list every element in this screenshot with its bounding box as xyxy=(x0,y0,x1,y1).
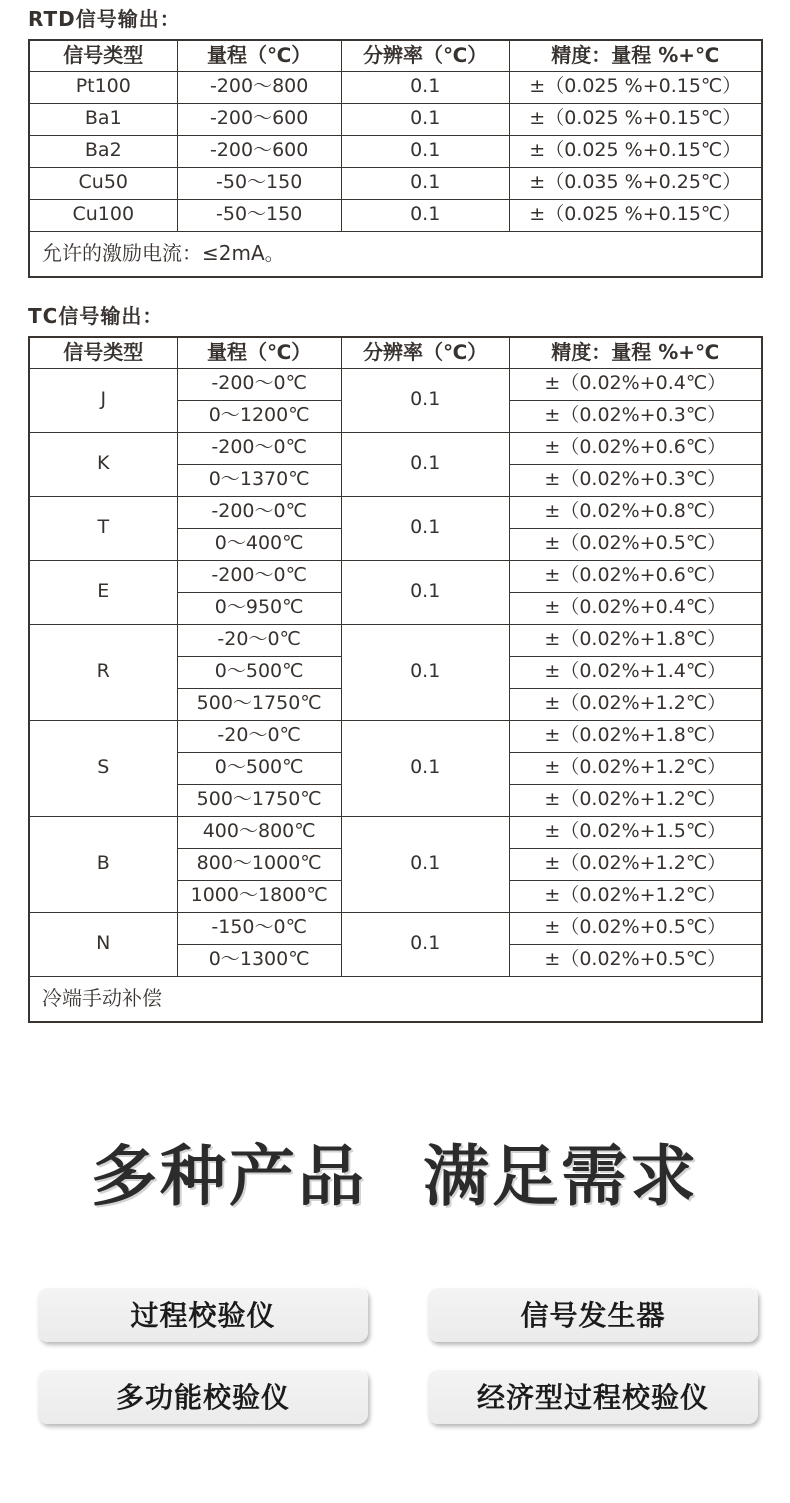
tc-group-resolution: 0.1 xyxy=(341,624,509,720)
rtd-row-accuracy: ±（0.025 %+0.15℃） xyxy=(509,71,762,103)
tc-group-resolution: 0.1 xyxy=(341,912,509,976)
rtd-row-accuracy: ±（0.025 %+0.15℃） xyxy=(509,199,762,231)
rtd-row-resolution: 0.1 xyxy=(341,199,509,231)
tc-group-type: J xyxy=(29,368,177,432)
tc-row-accuracy: ±（0.02%+1.2℃） xyxy=(509,880,762,912)
rtd-row-range: -50～150 xyxy=(177,167,341,199)
tc-row-accuracy: ±（0.02%+0.5℃） xyxy=(509,528,762,560)
tc-row-accuracy: ±（0.02%+1.5℃） xyxy=(509,816,762,848)
tc-group-resolution: 0.1 xyxy=(341,720,509,816)
table-row xyxy=(29,199,762,231)
signal-generator-button[interactable]: 信号发生器 xyxy=(428,1287,758,1342)
rtd-row-accuracy: ±（0.025 %+0.15℃） xyxy=(509,135,762,167)
rtd-row-type: Cu50 xyxy=(29,167,177,199)
tc-group-type: S xyxy=(29,720,177,816)
table-row xyxy=(29,560,762,592)
tc-row-accuracy: ±（0.02%+1.8℃） xyxy=(509,720,762,752)
tc-row-range: -150～0℃ xyxy=(177,912,341,944)
rtd-row-accuracy: ±（0.025 %+0.15℃） xyxy=(509,103,762,135)
tc-section xyxy=(0,300,790,1023)
table-row xyxy=(29,432,762,464)
economy-process-calibrator-button[interactable]: 经济型过程校验仪 xyxy=(428,1369,758,1424)
tc-group-resolution: 0.1 xyxy=(341,816,509,912)
rtd-header-accuracy: 精度：量程 %+℃ xyxy=(509,40,762,71)
table-row xyxy=(29,167,762,199)
rtd-footer-row xyxy=(29,231,762,277)
tc-row-accuracy: ±（0.02%+0.6℃） xyxy=(509,560,762,592)
tc-row-accuracy: ±（0.02%+1.4℃） xyxy=(509,656,762,688)
rtd-row-range: -200～800 xyxy=(177,71,341,103)
tc-row-range: -200～0℃ xyxy=(177,432,341,464)
tc-group-resolution: 0.1 xyxy=(341,560,509,624)
tc-header-range: 量程（℃） xyxy=(177,337,341,368)
promo-section xyxy=(0,1139,790,1424)
rtd-section xyxy=(0,3,790,278)
tc-row-range: 400～800℃ xyxy=(177,816,341,848)
rtd-row-resolution: 0.1 xyxy=(341,103,509,135)
tc-footer-row xyxy=(29,976,762,1022)
tc-row-accuracy: ±（0.02%+0.3℃） xyxy=(509,464,762,496)
tc-group-type: N xyxy=(29,912,177,976)
tc-group-type: E xyxy=(29,560,177,624)
table-row xyxy=(29,816,762,848)
rtd-header-range: 量程（℃） xyxy=(177,40,341,71)
tc-group-type: K xyxy=(29,432,177,496)
tc-table xyxy=(28,336,763,1023)
promo-heading-left: 多种产品 xyxy=(91,1138,367,1215)
rtd-row-range: -200～600 xyxy=(177,103,341,135)
table-row xyxy=(29,720,762,752)
table-row xyxy=(29,912,762,944)
tc-row-range: -20～0℃ xyxy=(177,720,341,752)
tc-row-accuracy: ±（0.02%+1.8℃） xyxy=(509,624,762,656)
promo-heading-right: 满足需求 xyxy=(423,1138,699,1215)
tc-row-range: -200～0℃ xyxy=(177,496,341,528)
tc-row-range: 0～1200℃ xyxy=(177,400,341,432)
tc-row-accuracy: ±（0.02%+1.2℃） xyxy=(509,848,762,880)
tc-header-resolution: 分辨率（℃） xyxy=(341,337,509,368)
table-row xyxy=(29,71,762,103)
tc-section-title: TC信号输出： xyxy=(28,304,164,328)
rtd-row-range: -50～150 xyxy=(177,199,341,231)
rtd-row-type: Cu100 xyxy=(29,199,177,231)
tc-group-type: B xyxy=(29,816,177,912)
tc-row-range: 0～1370℃ xyxy=(177,464,341,496)
tc-header-row xyxy=(29,337,762,368)
tc-row-range: 0～400℃ xyxy=(177,528,341,560)
tc-group-resolution: 0.1 xyxy=(341,368,509,432)
tc-row-range: 500～1750℃ xyxy=(177,784,341,816)
tc-row-accuracy: ±（0.02%+0.4℃） xyxy=(509,368,762,400)
tc-row-range: 1000～1800℃ xyxy=(177,880,341,912)
rtd-row-accuracy: ±（0.035 %+0.25℃） xyxy=(509,167,762,199)
tc-row-accuracy: ±（0.02%+0.6℃） xyxy=(509,432,762,464)
tc-row-accuracy: ±（0.02%+1.2℃） xyxy=(509,688,762,720)
tc-row-range: 800～1000℃ xyxy=(177,848,341,880)
tc-row-accuracy: ±（0.02%+0.5℃） xyxy=(509,944,762,976)
product-button-grid xyxy=(38,1287,790,1424)
table-row xyxy=(29,496,762,528)
tc-row-accuracy: ±（0.02%+1.2℃） xyxy=(509,784,762,816)
tc-row-range: 0～950℃ xyxy=(177,592,341,624)
multifunction-calibrator-button[interactable]: 多功能校验仪 xyxy=(38,1369,368,1424)
rtd-header-resolution: 分辨率（℃） xyxy=(341,40,509,71)
tc-row-accuracy: ±（0.02%+1.2℃） xyxy=(509,752,762,784)
rtd-header-type: 信号类型 xyxy=(29,40,177,71)
tc-header-type: 信号类型 xyxy=(29,337,177,368)
rtd-table xyxy=(28,39,763,278)
rtd-row-resolution: 0.1 xyxy=(341,71,509,103)
table-row xyxy=(29,368,762,400)
tc-row-range: 0～500℃ xyxy=(177,656,341,688)
tc-footer-note: 冷端手动补偿 xyxy=(29,976,762,1022)
tc-row-accuracy: ±（0.02%+0.3℃） xyxy=(509,400,762,432)
rtd-row-resolution: 0.1 xyxy=(341,135,509,167)
process-calibrator-button[interactable]: 过程校验仪 xyxy=(38,1287,368,1342)
rtd-row-type: Ba1 xyxy=(29,103,177,135)
tc-row-accuracy: ±（0.02%+0.4℃） xyxy=(509,592,762,624)
tc-row-range: -200～0℃ xyxy=(177,368,341,400)
rtd-footer-note: 允许的激励电流：≤2mA。 xyxy=(29,231,762,277)
promo-heading xyxy=(0,1139,790,1215)
tc-row-accuracy: ±（0.02%+0.5℃） xyxy=(509,912,762,944)
rtd-header-row xyxy=(29,40,762,71)
tc-row-accuracy: ±（0.02%+0.8℃） xyxy=(509,496,762,528)
table-row xyxy=(29,103,762,135)
tc-header-accuracy: 精度：量程 %+℃ xyxy=(509,337,762,368)
table-row xyxy=(29,135,762,167)
tc-row-range: 0～1300℃ xyxy=(177,944,341,976)
tc-row-range: -20～0℃ xyxy=(177,624,341,656)
tc-row-range: 0～500℃ xyxy=(177,752,341,784)
rtd-section-title: RTD信号输出： xyxy=(28,7,181,31)
table-row xyxy=(29,624,762,656)
tc-group-type: R xyxy=(29,624,177,720)
rtd-row-resolution: 0.1 xyxy=(341,167,509,199)
tc-row-range: 500～1750℃ xyxy=(177,688,341,720)
tc-group-resolution: 0.1 xyxy=(341,496,509,560)
tc-group-resolution: 0.1 xyxy=(341,432,509,496)
rtd-row-range: -200～600 xyxy=(177,135,341,167)
tc-group-type: T xyxy=(29,496,177,560)
rtd-row-type: Pt100 xyxy=(29,71,177,103)
tc-row-range: -200～0℃ xyxy=(177,560,341,592)
rtd-row-type: Ba2 xyxy=(29,135,177,167)
